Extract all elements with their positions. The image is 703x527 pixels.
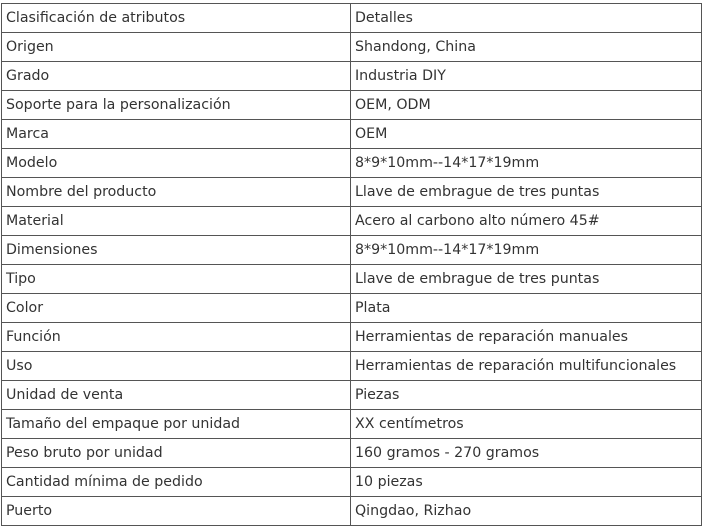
attribute-name-cell: Función <box>2 323 351 352</box>
attribute-value-cell: Llave de embrague de tres puntas <box>351 178 702 207</box>
attribute-value-cell: Herramientas de reparación multifuncionales <box>351 352 702 381</box>
attribute-value-cell: Piezas <box>351 381 702 410</box>
table-row <box>2 352 702 381</box>
product-attributes-table <box>1 3 702 526</box>
attribute-value-cell: XX centímetros <box>351 410 702 439</box>
attribute-value-cell: Shandong, China <box>351 33 702 62</box>
table-row <box>2 439 702 468</box>
attribute-value-cell: Herramientas de reparación manuales <box>351 323 702 352</box>
attribute-name-cell: Origen <box>2 33 351 62</box>
table-row <box>2 381 702 410</box>
attribute-name-cell: Nombre del producto <box>2 178 351 207</box>
table-row <box>2 178 702 207</box>
attribute-name-cell: Dimensiones <box>2 236 351 265</box>
table-row <box>2 33 702 62</box>
attribute-name-cell: Cantidad mínima de pedido <box>2 468 351 497</box>
table-row <box>2 62 702 91</box>
table-row <box>2 468 702 497</box>
attribute-name-cell: Tipo <box>2 265 351 294</box>
attribute-name-cell: Modelo <box>2 149 351 178</box>
attribute-value-cell: Llave de embrague de tres puntas <box>351 265 702 294</box>
table-row <box>2 120 702 149</box>
attribute-value-cell: Plata <box>351 294 702 323</box>
attribute-name-cell: Tamaño del empaque por unidad <box>2 410 351 439</box>
attribute-value-cell: 8*9*10mm--14*17*19mm <box>351 236 702 265</box>
table-row <box>2 91 702 120</box>
table-row <box>2 497 702 526</box>
table-row <box>2 323 702 352</box>
table-body <box>2 4 702 526</box>
attribute-value-cell: Acero al carbono alto número 45# <box>351 207 702 236</box>
attribute-name-cell: Peso bruto por unidad <box>2 439 351 468</box>
attribute-name-cell: Clasificación de atributos <box>2 4 351 33</box>
attribute-value-cell: Qingdao, Rizhao <box>351 497 702 526</box>
attribute-value-cell: 160 gramos - 270 gramos <box>351 439 702 468</box>
attribute-name-cell: Marca <box>2 120 351 149</box>
attribute-name-cell: Material <box>2 207 351 236</box>
attribute-value-cell: Industria DIY <box>351 62 702 91</box>
attribute-name-cell: Grado <box>2 62 351 91</box>
attribute-value-cell: OEM, ODM <box>351 91 702 120</box>
table-header-row <box>2 4 702 33</box>
attribute-value-cell: 8*9*10mm--14*17*19mm <box>351 149 702 178</box>
attribute-name-cell: Uso <box>2 352 351 381</box>
attribute-name-cell: Soporte para la personalización <box>2 91 351 120</box>
attribute-value-cell: 10 piezas <box>351 468 702 497</box>
table-row <box>2 236 702 265</box>
table-row <box>2 149 702 178</box>
attribute-value-cell: Detalles <box>351 4 702 33</box>
table-row <box>2 294 702 323</box>
table-row <box>2 410 702 439</box>
attribute-name-cell: Puerto <box>2 497 351 526</box>
table-row <box>2 207 702 236</box>
attribute-name-cell: Unidad de venta <box>2 381 351 410</box>
table-row <box>2 265 702 294</box>
attribute-name-cell: Color <box>2 294 351 323</box>
attribute-value-cell: OEM <box>351 120 702 149</box>
